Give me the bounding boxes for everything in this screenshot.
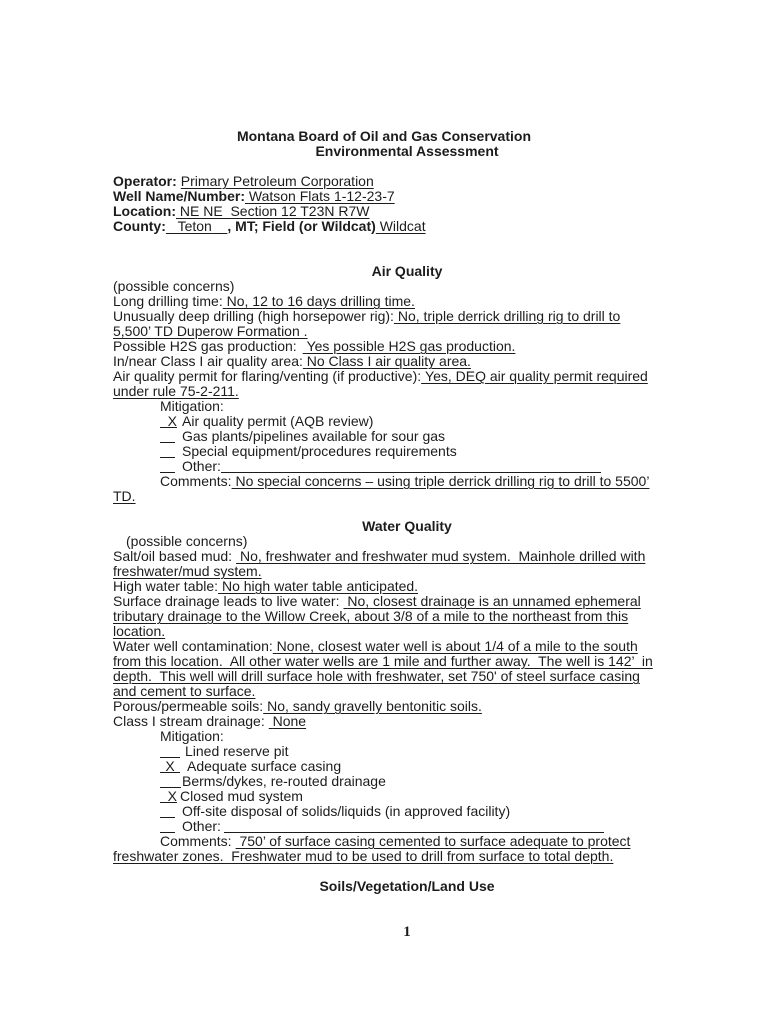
concern-row: [113, 549, 701, 564]
field-value: Wildcat: [379, 218, 426, 234]
mitigation-text: Berms/dykes, re-routed drainage: [182, 773, 386, 789]
checkbox-blank: [160, 775, 181, 788]
concern-value: No Class I air quality area.: [306, 353, 471, 369]
possible-concerns-label: [113, 279, 701, 294]
concern-value: tributary drainage to the Willow Creek, about 3/8 of a mile to the northeast from this: [113, 608, 629, 624]
mitigation-label-text: Mitigation:: [160, 728, 224, 744]
well-name-label: Well Name/Number:: [113, 188, 245, 204]
mitigation-text: Other:: [182, 818, 221, 834]
concern-value: No, triple derrick drilling rig to drill to: [397, 308, 621, 324]
checkbox-blank: [160, 445, 175, 458]
concern-row: [113, 594, 701, 609]
concern-value: No, closest drainage is an unnamed ephemeral: [347, 593, 641, 609]
concern-continuation: [113, 624, 701, 639]
document-subtitle: Environmental Assessment: [315, 143, 499, 159]
comments-value: No special concerns – using triple derrick drilling rig to drill to 5500’: [235, 473, 650, 489]
title-row: [113, 129, 701, 144]
well-info: [113, 174, 701, 234]
document-header: [113, 129, 701, 159]
comments-continuation: [113, 849, 701, 864]
concern-row: [113, 354, 701, 369]
concern-label: Possible H2S gas production:: [113, 338, 297, 354]
comments-label: Comments:: [160, 473, 232, 489]
county-row: [113, 219, 701, 234]
concern-value: freshwater/mud system.: [113, 563, 262, 579]
checkbox-blank: [160, 745, 180, 758]
agency-title: Montana Board of Oil and Gas Conservation: [236, 128, 532, 144]
county-value: Teton: [177, 218, 212, 234]
possible-concerns-text: (possible concerns): [126, 533, 248, 549]
checkbox-mark: X: [160, 790, 177, 803]
mitigation-item: [113, 744, 701, 759]
mitigation-item: [113, 444, 701, 459]
mitigation-text: Special equipment/procedures requirements: [182, 443, 457, 459]
location-value: NE NE Section 12 T23N R7W: [179, 203, 370, 219]
concern-label: Porous/permeable soils:: [113, 698, 264, 714]
mitigation-text: Off-site disposal of solids/liquids (in approved facility): [182, 803, 511, 819]
mitigation-item: [113, 414, 701, 429]
concern-value: under rule 75-2-211.: [113, 383, 239, 399]
mitigation-text: Gas plants/pipelines available for sour gas: [182, 428, 446, 444]
concern-label: Surface drainage leads to live water:: [113, 593, 340, 609]
water-quality-heading: Water Quality: [362, 518, 452, 534]
mitigation-text: Air quality permit (AQB review): [182, 413, 374, 429]
possible-concerns-text: (possible concerns): [113, 278, 235, 294]
concern-value: Yes, DEQ air quality permit required: [425, 368, 648, 384]
concern-label: High water table:: [113, 578, 219, 594]
concern-label: Air quality permit for flaring/venting (if productive):: [113, 368, 422, 384]
concern-value: None: [272, 713, 307, 729]
checkbox-blank: [160, 430, 175, 443]
comments-value: TD.: [113, 488, 136, 504]
concern-label: Long drilling time:: [113, 293, 223, 309]
well-name-row: [113, 189, 701, 204]
concern-continuation: [113, 324, 701, 339]
concern-continuation: [113, 669, 701, 684]
concern-row: [113, 639, 701, 654]
concern-value: No, sandy gravelly bentonitic soils.: [267, 698, 482, 714]
operator-value: Primary Petroleum Corporation: [180, 173, 374, 189]
concern-value: location.: [113, 623, 166, 639]
mitigation-item: [113, 429, 701, 444]
possible-concerns-label: [113, 534, 701, 549]
other-blank-line: [221, 460, 601, 473]
concern-label: Class I stream drainage:: [113, 713, 265, 729]
air-quality-heading: Air Quality: [371, 263, 443, 279]
location-label: Location:: [113, 203, 176, 219]
comments-continuation: [113, 489, 701, 504]
concern-label: In/near Class I air quality area:: [113, 353, 303, 369]
concern-value: from this location. All other water wells are 1 mile and further away. The well is 142’ in: [113, 653, 653, 669]
well-name-value: Watson Flats 1-12-23-7: [248, 188, 395, 204]
comments-row: [113, 834, 701, 849]
concern-row: [113, 309, 701, 324]
concern-row: [113, 579, 701, 594]
mitigation-label-text: Mitigation:: [160, 398, 224, 414]
concern-continuation: [113, 384, 701, 399]
concern-value: No, freshwater and freshwater mud system. Mainhole drilled with: [239, 548, 646, 564]
mitigation-item: [113, 789, 701, 804]
concern-value: and cement to surface.: [113, 683, 256, 699]
comments-value: 750’ of surface casing cemented to surface adequate to protect: [239, 833, 631, 849]
comments-row: [113, 474, 701, 489]
concern-row: [113, 699, 701, 714]
soils-heading: Soils/Vegetation/Land Use: [319, 878, 495, 894]
mitigation-label: [113, 729, 701, 744]
concern-continuation: [113, 654, 701, 669]
concern-continuation: [113, 609, 701, 624]
concern-value: 5,500’ TD Duperow Formation .: [113, 323, 308, 339]
concern-value: depth. This well will drill surface hole with freshwater, set 750' of steel surface casing: [113, 668, 640, 684]
mitigation-text: Adequate surface casing: [187, 758, 342, 774]
concern-row: [113, 294, 701, 309]
mitigation-item: [113, 774, 701, 789]
concern-label: Unusually deep drilling (high horsepower rig):: [113, 308, 394, 324]
checkbox-mark: X: [160, 415, 177, 428]
state-field-label: , MT; Field (or Wildcat): [227, 218, 376, 234]
location-row: [113, 204, 701, 219]
checkbox-blank: [160, 460, 175, 473]
comments-value: freshwater zones. Freshwater mud to be used to drill from surface to total depth.: [113, 848, 614, 864]
mitigation-item: [113, 759, 701, 774]
concern-value: Yes possible H2S gas production.: [306, 338, 516, 354]
mitigation-text: Closed mud system: [180, 788, 303, 804]
mitigation-text: Other:: [182, 458, 221, 474]
checkbox-blank: [160, 820, 175, 833]
mitigation-item: [113, 459, 701, 474]
concern-value: No high water table anticipated.: [221, 578, 419, 594]
concern-continuation: [113, 684, 701, 699]
checkbox-blank: [160, 805, 175, 818]
concern-continuation: [113, 564, 701, 579]
checkbox-mark: X: [160, 760, 180, 773]
concern-value: None, closest water well is about 1/4 of a mile to the south: [276, 638, 638, 654]
mitigation-label: [113, 399, 701, 414]
page-number: 1: [403, 924, 411, 940]
operator-row: [113, 174, 701, 189]
concern-row: [113, 369, 701, 384]
soils-section: [113, 879, 701, 894]
other-blank-line: [224, 820, 604, 833]
air-quality-section: [113, 264, 701, 504]
concern-value: No, 12 to 16 days drilling time.: [226, 293, 415, 309]
comments-label: Comments:: [160, 833, 232, 849]
concern-label: Water well contamination:: [113, 638, 273, 654]
water-quality-section: [113, 519, 701, 864]
concern-label: Salt/oil based mud:: [113, 548, 233, 564]
mitigation-item: [113, 804, 701, 819]
concern-row: [113, 714, 701, 729]
page-content: [113, 129, 701, 894]
operator-label: Operator:: [113, 173, 177, 189]
mitigation-item: [113, 819, 701, 834]
mitigation-text: Lined reserve pit: [185, 743, 289, 759]
county-label: County:: [113, 218, 166, 234]
concern-row: [113, 339, 701, 354]
